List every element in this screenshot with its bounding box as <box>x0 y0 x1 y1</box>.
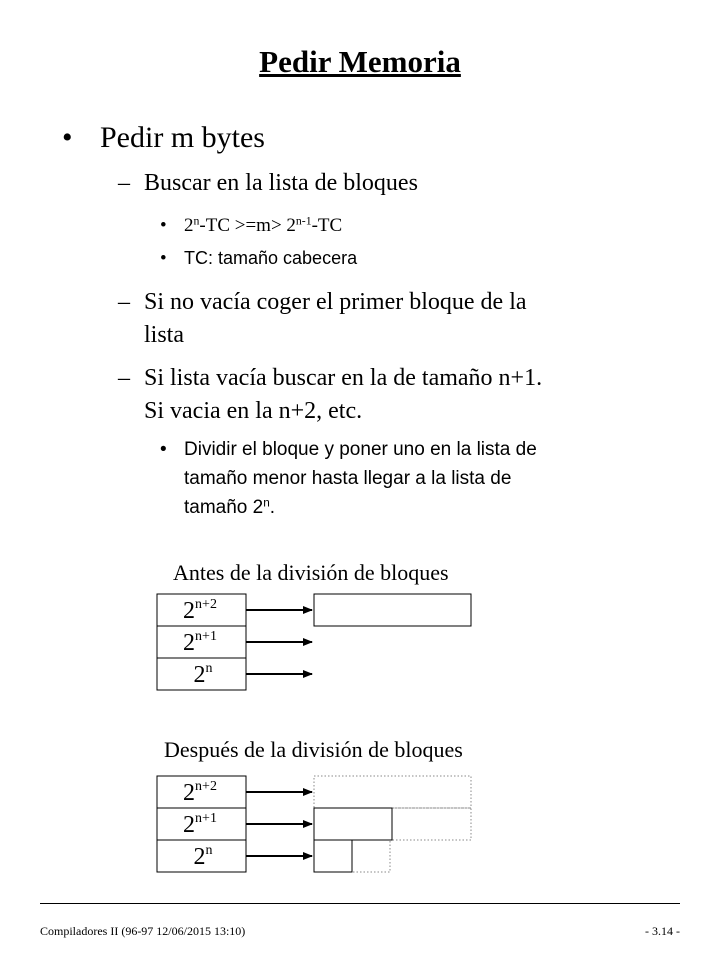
dash: – <box>118 289 130 315</box>
sub-no-vacia-line1: Si no vacía coger el primer bloque de la <box>144 289 527 315</box>
page-title: Pedir Memoria <box>259 44 461 79</box>
cond-end: -TC <box>311 215 343 236</box>
split-line1: Dividir el bloque y poner uno en la lista de <box>184 439 537 460</box>
dash: – <box>118 365 130 391</box>
sub-no-vacia-line2: lista <box>144 322 184 348</box>
bullet: • <box>62 121 73 154</box>
split-line2: tamaño menor hasta llegar a la lista de <box>184 468 512 489</box>
split-block-outline-n2 <box>314 776 471 808</box>
diagram-after <box>157 776 471 872</box>
bullet-pedir-bytes: Pedir m bytes <box>100 121 265 154</box>
cond-exp-n-1: n-1 <box>295 214 312 228</box>
memory-block-n1 <box>314 808 392 840</box>
diagram-after-title: Después de la división de bloques <box>164 737 463 762</box>
list-label-n: 2$^n$ <box>193 843 213 870</box>
dash: – <box>118 170 130 196</box>
memory-block-n <box>314 840 352 872</box>
footer-rule <box>40 903 680 904</box>
cond-base: 2 <box>184 215 194 236</box>
list-label-n: 2$^n$ <box>193 661 213 688</box>
list-label-n1: $2^{n+1}$ <box>183 811 217 838</box>
sub-buscar-lista: Buscar en la lista de bloques <box>144 170 418 196</box>
split-period: . <box>269 497 276 518</box>
page-number: - 3.14 - <box>645 924 680 938</box>
footer-course: Compiladores II (96-97 12/06/2015 13:10) <box>40 924 246 938</box>
bullet: • <box>160 439 167 460</box>
split-exp: n <box>263 496 270 510</box>
split-text: tamaño 2 <box>184 497 264 518</box>
memory-block-n2 <box>314 594 471 626</box>
list-label-n2: $2^{n+2}$ <box>183 597 217 624</box>
sub-vacia-line1: Si lista vacía buscar en la de tamaño n+1. <box>144 365 543 391</box>
tc-definition: TC: tamaño cabecera <box>184 248 358 268</box>
diagram-before <box>157 594 471 690</box>
cond-middle: -TC >=m> 2 <box>199 215 296 236</box>
list-label-n2: $2^{n+2}$ <box>183 779 217 806</box>
diagram-before-title: Antes de la división de bloques <box>173 560 449 585</box>
cond-exp-n: n <box>193 214 200 228</box>
bullet: • <box>160 215 167 236</box>
sub-vacia-line2: Si vacia en la n+2, etc. <box>144 398 363 424</box>
list-label-n1: $2^{n+1}$ <box>183 629 217 656</box>
bullet: • <box>160 248 167 269</box>
